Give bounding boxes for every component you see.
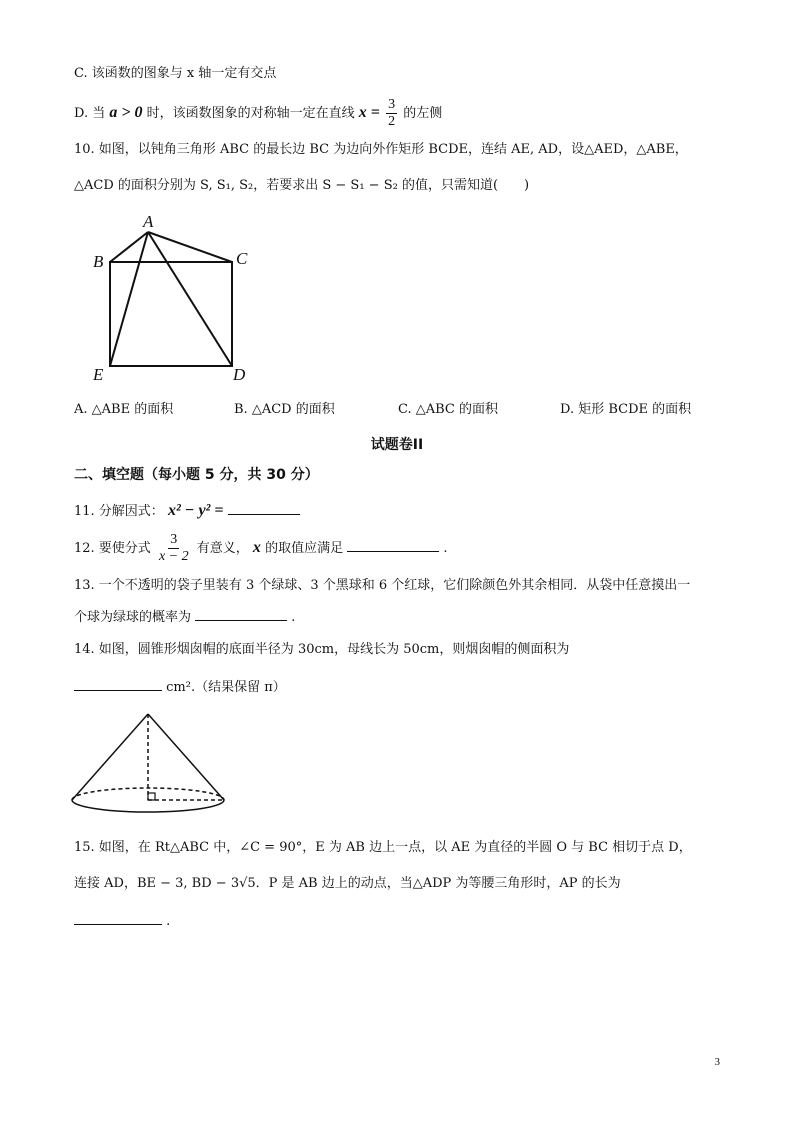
q15-answer-blank [74,910,162,925]
q12-variable: x [252,539,261,556]
q11-expression: x² − y² = [167,502,224,519]
q14-line2 [74,676,286,698]
paper-title: 试题卷II [370,437,424,453]
q10-text-line1: 10. 如图，以钝角三角形 ABC 的最长边 BC 为边向外作矩形 BCDE，连结 AE, AD，设△AED，△ABE， [74,142,688,157]
segment-ac [148,232,232,262]
q12-suffix: 的取值应满足 [265,541,344,556]
q13-line2 [74,606,295,628]
label-e: E [93,365,104,384]
q14-answer-blank [74,676,162,691]
q15-end: . [166,914,171,929]
q15-line3 [74,910,170,932]
q9-d-fraction [386,97,397,130]
q12-end: . [443,541,448,556]
label-a: A [143,212,154,231]
q9-option-c: C. 该函数的图象与 x 轴一定有交点 [74,66,277,81]
q10-option-b: B. △ACD 的面积 [234,402,335,417]
q13-end: . [291,610,296,625]
q10-rectangle-figure [88,210,263,385]
q9-d-suffix: 的左侧 [403,106,443,121]
q13-text-line2: 个球为绿球的概率为 [74,610,192,625]
q9-d-middle: 时，该函数图象的对称轴一定在直线 [146,106,355,121]
q11-line [74,500,300,522]
q10-option-c: C. △ABC 的面积 [398,402,499,417]
q13-text-line1: 13. 一个不透明的袋子里装有 3 个绿球、3 个黑球和 6 个红球，它们除颜色外其余相同．从袋中任意摸出一 [74,578,691,593]
page-number: 3 [714,1056,720,1068]
q9-d-fraction-den: 2 [388,114,396,129]
q9-d-variable: x = [358,104,380,121]
cone-base-front-arc [72,800,224,812]
segment-ae [110,232,148,366]
rectangle-bcde [110,262,232,366]
q14-cone-figure [68,708,230,820]
cone-left-slant [72,714,148,800]
q12-line [74,530,448,567]
q9-option-d [74,96,442,131]
section-title: 二、填空题（每小题 5 分，共 30 分） [74,467,319,483]
q11-answer-blank [228,500,300,515]
segment-ad [148,232,232,366]
q14-unit: cm².（结果保留 π） [166,680,286,695]
q10-option-d: D. 矩形 BCDE 的面积 [560,402,692,417]
q12-fraction-num: 3 [170,532,178,547]
q12-fraction-den: x − 2 [158,549,189,564]
q15-text-line1: 15. 如图，在 Rt△ABC 中，∠C = 90°，E 为 AB 边上一点，以 AE 为直径的半圆 O 与 BC 相切于点 D， [74,840,692,855]
q11-prefix: 11. 分解因式： [74,504,164,519]
cone-right-slant [148,714,224,800]
segment-ab [110,232,148,262]
q15-text-line2: 连接 AD，BE − 3, BD − 3√5．P 是 AB 边上的动点，当△ADP 为等腰三角形时，AP 的长为 [74,876,621,891]
q9-d-fraction-num: 3 [388,97,396,112]
q12-prefix: 12. 要使分式 [74,541,151,556]
q12-answer-blank [347,537,439,552]
q12-middle: 有意义， [196,541,249,556]
q9-d-condition: a > 0 [109,104,143,121]
q10-text-line2: △ACD 的面积分别为 S, S₁, S₂，若要求出 S − S₁ − S₂ 的值，只需知道( ) [74,178,530,193]
q13-answer-blank [195,606,287,621]
label-c: C [236,249,248,268]
right-angle-mark [148,793,155,800]
q9-d-prefix: D. 当 [74,106,106,121]
q14-text-line1: 14. 如图，圆锥形烟囱帽的底面半径为 30cm，母线长为 50cm，则烟囱帽的侧面积为 [74,642,570,657]
label-d: D [233,365,246,384]
q12-fraction [157,532,191,565]
label-b: B [93,252,104,271]
q10-option-a: A. △ABE 的面积 [74,402,174,417]
